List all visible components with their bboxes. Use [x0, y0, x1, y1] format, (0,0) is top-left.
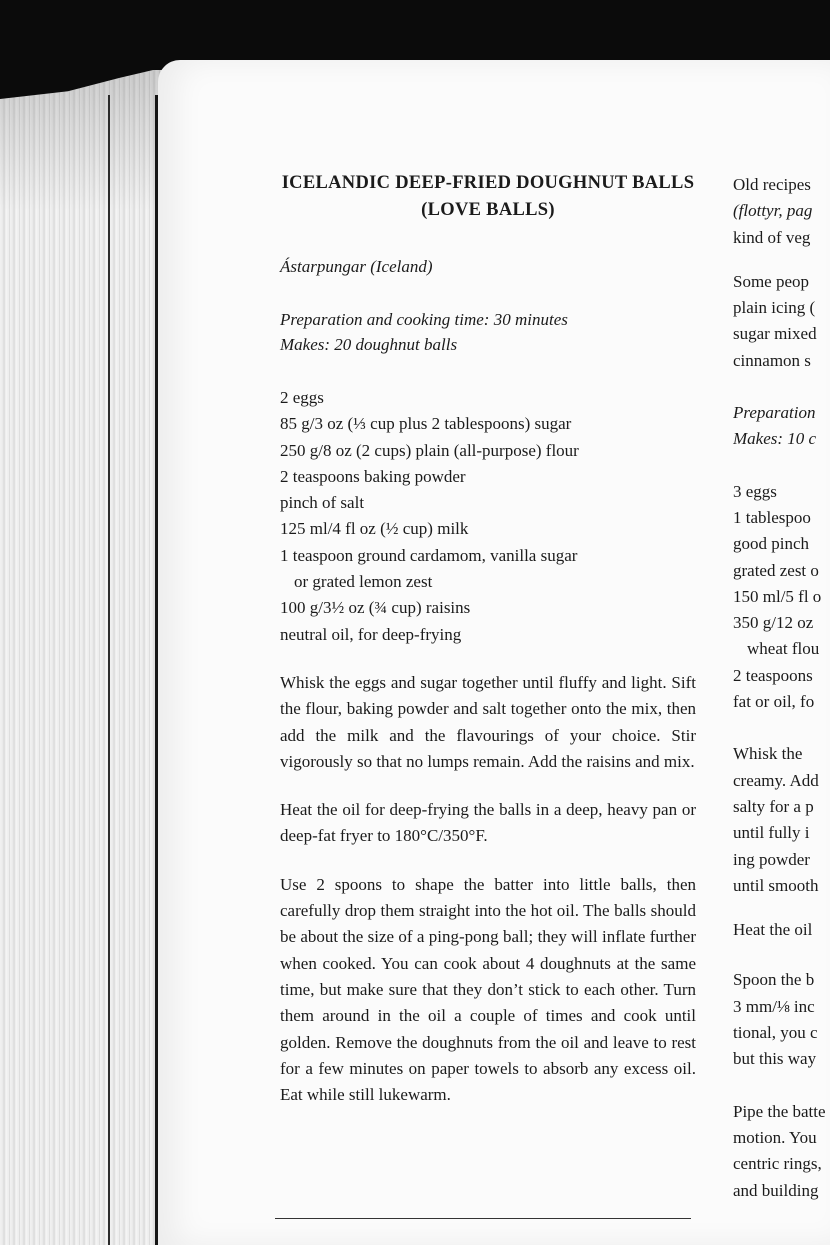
serving-note — [733, 269, 830, 374]
yield: Makes: 20 doughnut balls — [280, 335, 458, 354]
ingredient: neutral oil, for deep-frying — [280, 624, 462, 644]
ingredient: 85 g/3 oz (⅓ cup plus 2 tablespoons) sugar — [280, 414, 572, 434]
next-recipe-column — [733, 172, 830, 1204]
footnote-rule — [275, 1218, 691, 1219]
method-step: Use 2 spoons to shape the batter into little balls, then carefully drop them straight into the hot oil. The balls should be about the size of a ping-pong ball; they will inflate further when cooked. You can cook about 4 doughnuts at the same time, but make sure that they don’t stick to each other. Turn them around in the oil a couple of times and cook until golden. Remove the doughnuts from the oil and leave to rest for a few minutes on paper towels to absorb any excess oil. Eat while still lukewarm. — [280, 874, 696, 1105]
ingredient: 250 g/8 oz (2 cups) plain (all-purpose) flour — [280, 440, 579, 460]
ingredient: 125 ml/4 fl oz (½ cup) milk — [280, 519, 469, 539]
page-edge-shadow — [0, 70, 165, 1245]
ingredient: 2 eggs — [280, 388, 324, 407]
ingredient-list — [733, 479, 830, 716]
text-line: ing powder — [733, 849, 810, 869]
text-line: but this way — [733, 1049, 817, 1069]
text-line: kind of veg — [733, 227, 811, 247]
ingredient: 150 ml/5 fl o — [733, 586, 822, 606]
ingredient: 350 g/12 oz — [733, 613, 814, 633]
prep-time: Preparation and cooking time: 30 minutes — [280, 310, 568, 329]
ingredient: 1 tablespoo — [733, 507, 811, 527]
text-line: (flottyr, pag — [733, 201, 813, 221]
text-line: creamy. Add — [733, 770, 819, 790]
page-edge-line — [108, 95, 110, 1245]
text-line: Old recipes — [733, 175, 811, 194]
ingredient: 100 g/3½ oz (¾ cup) raisins — [280, 598, 471, 618]
intro-text — [733, 172, 830, 251]
text-line: 3 mm/⅛ inc — [733, 996, 815, 1016]
text-line: until smooth — [733, 875, 819, 895]
ingredient-continuation: or grated lemon zest — [294, 572, 433, 592]
text-line: Spoon the b — [733, 970, 815, 990]
recipe-title: ICELANDIC DEEP-FRIED DOUGHNUT BALLS (LOVE BALLS) — [281, 173, 695, 220]
ingredient: pinch of salt — [280, 493, 365, 513]
method-step: Whisk the eggs and sugar together until fluffy and light. Sift the flour, baking powder and salt together onto the mix, then add the milk and the flavourings of your choice. Stir vigorously so that no lumps remain. Add the raisins and mix. — [280, 672, 696, 771]
text-line: sugar mixed — [733, 324, 817, 344]
ingredient: grated zest o — [733, 560, 819, 580]
method-step — [733, 917, 830, 943]
text-line: Preparation — [733, 403, 816, 423]
text-line: centric rings, — [733, 1154, 822, 1174]
ingredient-continuation: wheat flou — [747, 639, 820, 659]
text-line: Whisk the — [733, 744, 803, 764]
method-step: Heat the oil for deep-frying the balls in a deep, heavy pan or deep-fat fryer to 180°C/350°F. — [280, 800, 696, 846]
recipe-meta — [733, 400, 830, 453]
text-line: plain icing ( — [733, 298, 816, 318]
recipe-column — [280, 170, 696, 1130]
ingredient: 2 teaspoons baking powder — [280, 466, 466, 486]
text-line: cinnamon s — [733, 350, 811, 370]
ingredient: good pinch — [733, 534, 810, 554]
text-line: tional, you c — [733, 1023, 818, 1043]
ingredient: 3 eggs — [733, 481, 777, 501]
text-line: salty for a p — [733, 796, 814, 816]
text-line: Pipe the batte — [733, 1101, 826, 1121]
text-line: and building — [733, 1180, 819, 1200]
text-line: Makes: 10 c — [733, 429, 817, 449]
method-step — [733, 1099, 830, 1204]
ingredient: fat or oil, fo — [733, 692, 815, 712]
ingredient-list — [280, 385, 696, 648]
ingredient: 2 teaspoons — [733, 665, 813, 685]
text-line: motion. You — [733, 1127, 817, 1147]
ingredient: 1 teaspoon ground cardamom, vanilla sugar — [280, 545, 578, 565]
text-line: Some peop — [733, 271, 810, 291]
method-step — [733, 741, 830, 899]
recipe-meta — [280, 307, 696, 357]
method-step — [733, 967, 830, 1072]
text-line: Heat the oil — [733, 920, 813, 940]
text-line: until fully i — [733, 823, 810, 843]
recipe-origin: Ástarpungar (Iceland) — [280, 257, 433, 276]
